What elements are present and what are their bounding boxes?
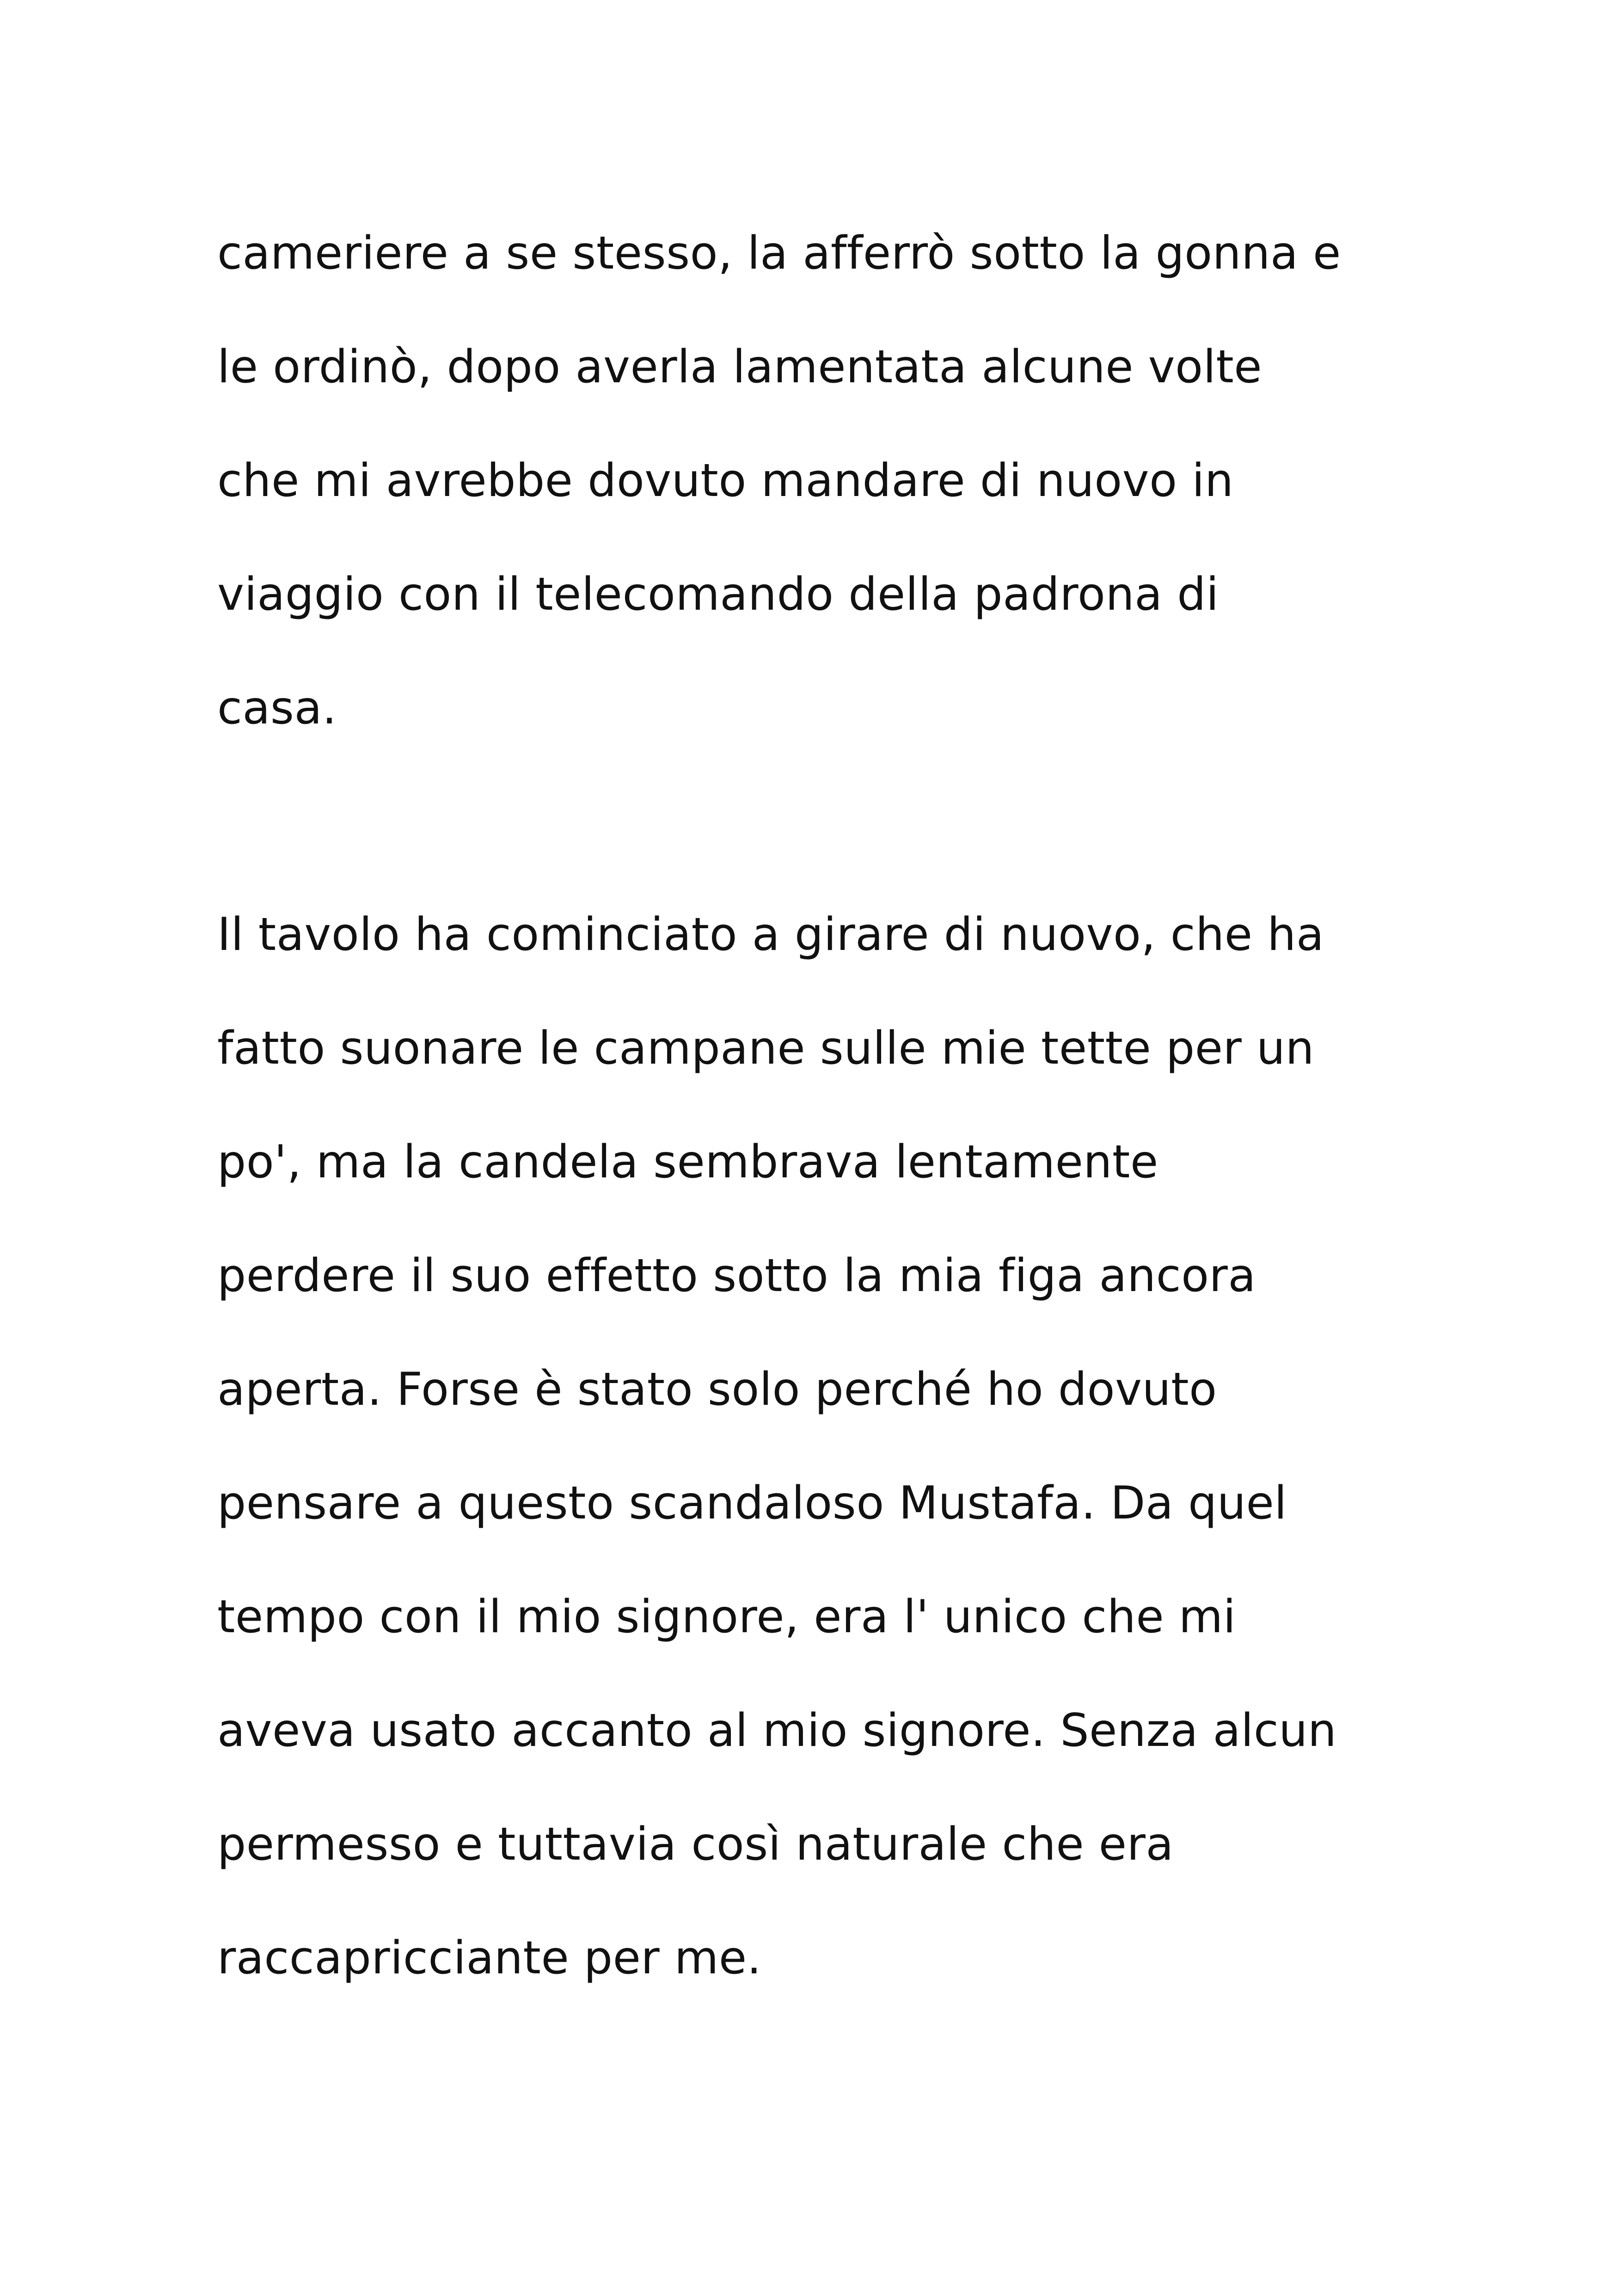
text-line: permesso e tuttavia così naturale che era <box>217 1818 1174 1871</box>
text-line: cameriere a se stesso, la afferrò sotto la gonna e <box>217 227 1341 280</box>
text-line: aveva usato accanto al mio signore. Senza alcun <box>217 1704 1337 1757</box>
text-line: aperta. Forse è stato solo perché ho dovuto <box>217 1363 1217 1416</box>
text-line: Il tavolo ha cominciato a girare di nuovo, che ha <box>217 908 1324 961</box>
text-line: raccapricciante per me. <box>217 1932 762 1984</box>
text-line: che mi avrebbe dovuto mandare di nuovo in <box>217 454 1234 507</box>
text-line: fatto suonare le campane sulle mie tette per un <box>217 1022 1315 1075</box>
text-line: tempo con il mio signore, era l' unico che mi <box>217 1591 1236 1643</box>
text-line: le ordinò, dopo averla lamentata alcune volte <box>217 341 1263 393</box>
text-line: viaggio con il telecomando della padrona di <box>217 568 1219 621</box>
text-line: po', ma la candela sembrava lentamente <box>217 1136 1158 1188</box>
text-line: pensare a questo scandaloso Mustafa. Da quel <box>217 1477 1287 1530</box>
text-line: casa. <box>217 682 337 735</box>
text-line: perdere il suo effetto sotto la mia figa ancora <box>217 1249 1256 1302</box>
